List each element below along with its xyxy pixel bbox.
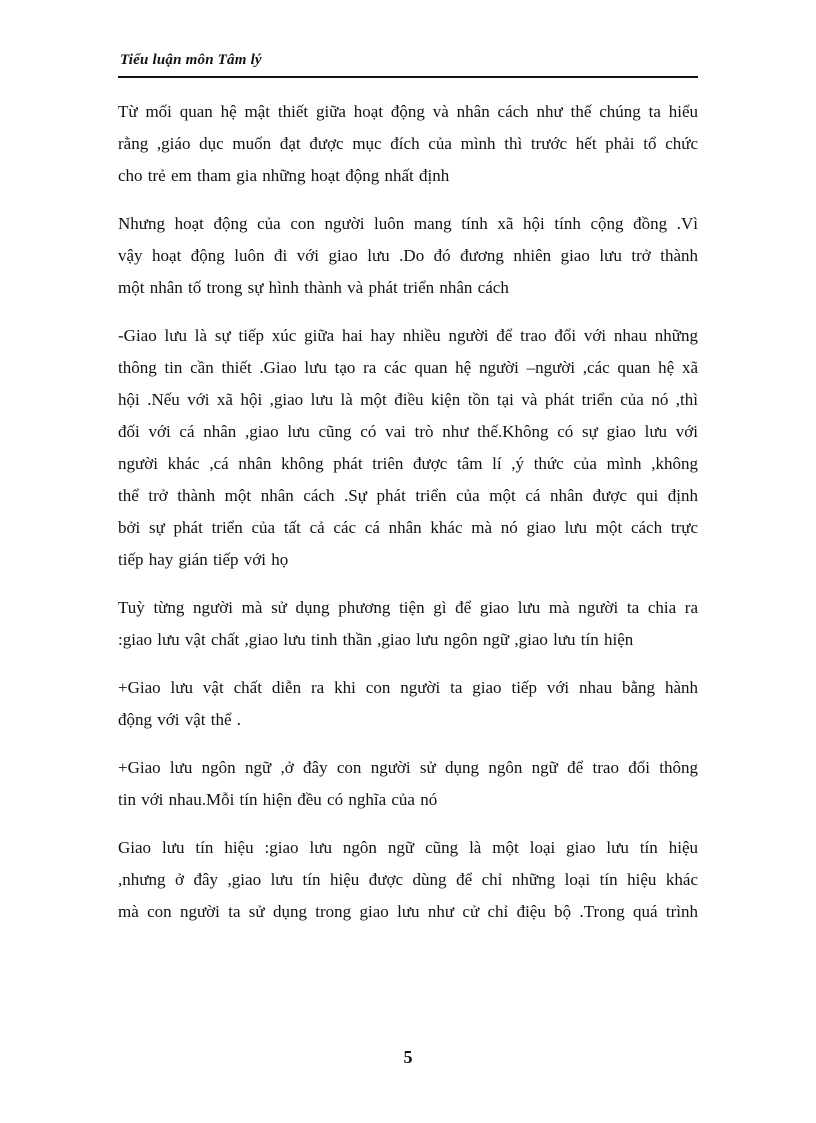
text-line: bởi sự phát triển của tất cả các cá nhân khác mà nó giao lưu một cách trực xyxy=(118,518,698,537)
text-line: cho trẻ em tham gia những hoạt động nhất định xyxy=(118,166,450,185)
paragraph xyxy=(118,832,698,928)
text-line: tin với nhau.Mỗi tín hiện đều có nghĩa của nó xyxy=(118,790,438,809)
paragraph xyxy=(118,592,698,656)
text-line: Giao lưu tín hiệu :giao lưu ngôn ngữ cũng là một loại giao lưu tín hiệu xyxy=(118,838,698,857)
text-line: vậy hoạt động luôn đi với giao lưu .Do đó đương nhiên giao lưu trở thành xyxy=(118,246,698,265)
text-line: hội .Nếu với xã hội ,giao lưu là một điều kiện tồn tại và phát triển của nó ,thì xyxy=(118,390,698,409)
text-line: mà con người ta sử dụng trong giao lưu như cử chỉ điệu bộ .Trong quá trình xyxy=(118,902,698,921)
paragraph xyxy=(118,320,698,576)
text-line: -Giao lưu là sự tiếp xúc giữa hai hay nhiều người để trao đổi với nhau những xyxy=(118,326,698,345)
paragraph xyxy=(118,96,698,192)
header-title: Tiểu luận môn Tâm lý xyxy=(120,52,262,68)
text-line: người khác ,cá nhân không phát triên được tâm lí ,ý thức của mình ,không xyxy=(118,454,698,473)
text-line: +Giao lưu ngôn ngữ ,ở đây con người sử dụng ngôn ngữ để trao đổi thông xyxy=(118,758,698,777)
text-line: Từ mối quan hệ mật thiết giữa hoạt động và nhân cách như thế chúng ta hiểu xyxy=(118,102,698,121)
text-line: Nhưng hoạt động của con người luôn mang tính xã hội tính cộng đồng .Vì xyxy=(118,214,698,233)
text-line: động với vật thể . xyxy=(118,710,241,729)
page-number: 5 xyxy=(403,1047,413,1067)
text-line: đối với cá nhân ,giao lưu cũng có vai trò như thế.Không có sự giao lưu với xyxy=(118,422,698,441)
text-line: thể trở thành một nhân cách .Sự phát triển của một cá nhân được qui định xyxy=(118,486,698,505)
document-body xyxy=(118,96,698,944)
text-line: +Giao lưu vật chất diễn ra khi con người ta giao tiếp với nhau bằng hành xyxy=(118,678,698,697)
text-line: thông tin cần thiết .Giao lưu tạo ra các quan hệ người –người ,các quan hệ xã xyxy=(118,358,698,377)
text-line: một nhân tố trong sự hình thành và phát triển nhân cách xyxy=(118,278,509,297)
paragraph xyxy=(118,672,698,736)
page-header xyxy=(118,50,698,78)
text-line: Tuỳ từng người mà sử dụng phương tiện gì để giao lưu mà người ta chia ra xyxy=(118,598,698,617)
text-line: rằng ,giáo dục muốn đạt được mục đích của mình thì trước hết phải tổ chức xyxy=(118,134,698,153)
paragraph xyxy=(118,752,698,816)
text-line: ,nhưng ở đây ,giao lưu tín hiệu được dùng để chỉ những loại tín hiệu khác xyxy=(118,870,698,889)
text-line: :giao lưu vật chất ,giao lưu tinh thần ,giao lưu ngôn ngữ ,giao lưu tín hiện xyxy=(118,630,634,649)
text-line: tiếp hay gián tiếp với họ xyxy=(118,550,289,569)
paragraph xyxy=(118,208,698,304)
